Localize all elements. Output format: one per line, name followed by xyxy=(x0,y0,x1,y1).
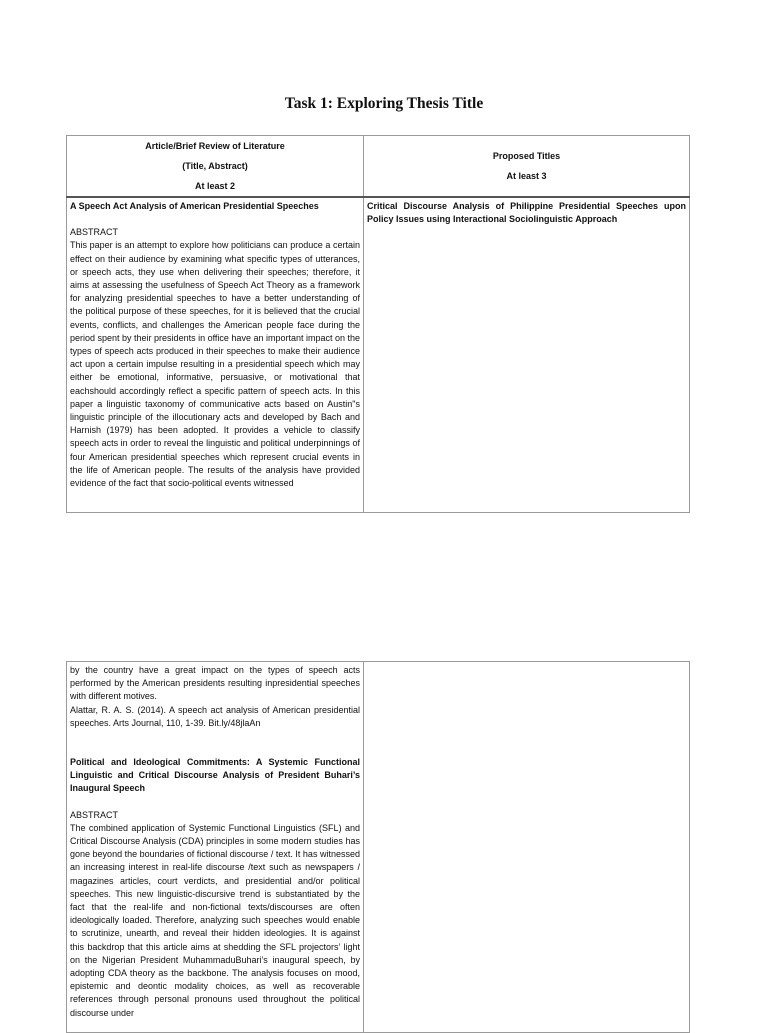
proposed-title-cell xyxy=(364,662,690,1033)
table-row xyxy=(67,197,690,513)
header-right-cell xyxy=(364,136,690,198)
literature-table-page2 xyxy=(66,661,690,1033)
proposed-title-cell xyxy=(364,197,690,513)
header-left-line: At least 2 xyxy=(194,180,236,191)
citation: Alattar, R. A. S. (2014). A speech act analysis of American presidential speeches. Arts Journal, 110, 1-39. Bit.ly/48jlaAn xyxy=(70,704,360,728)
header-right-line: Proposed Titles xyxy=(492,150,561,161)
header-right-line: At least 3 xyxy=(506,170,547,181)
article-cell xyxy=(67,197,364,513)
page-title: Task 1: Exploring Thesis Title xyxy=(284,95,484,112)
article-cell xyxy=(67,662,364,1033)
abstract-label: ABSTRACT xyxy=(70,227,119,238)
abstract-text: The combined application of Systemic Functional Linguistics (SFL) and Critical Discourse Analysis (CDA) principles in some modern studies has gone beyond the boundaries of fictional discourse / text. It has witnessed an increasing interest in real-life discourse /text such as newspapers / magazines articles, court verdicts, and presidential and/or political speeches. This new linguistic-discursive trend is substantiated by the fact that the real-life and non-fictional texts/discourses are often ideologically loaded. Therefore, analyzing such speeches would enable to scrutinize, unearth, and reveal their hidden ideologies. It is against this backdrop that this article aims at shedding the SFL projectors’ light on the Nigerian President MuhammaduBuhari’s inaugural speech, by adopting CDA theory as the backbone. The analysis focuses on mood, epistemic and deontic modality choices, as well as recoverable references through personal pronouns used throughout the political discourse under xyxy=(70,822,360,1018)
article-title: Political and Ideological Commitments: A Systemic Functional Linguistic and Critical Discourse Analysis of President Buhari’s Inaugural Speech xyxy=(70,757,360,794)
header-left-cell xyxy=(67,136,364,198)
article-title: A Speech Act Analysis of American Presidential Speeches xyxy=(70,201,319,211)
header-left-line: Article/Brief Review of Literature xyxy=(145,140,285,151)
table-header-row xyxy=(67,136,690,198)
table-row xyxy=(67,662,690,1033)
proposed-title: Critical Discourse Analysis of Philippine Presidential Speeches upon Policy Issues using Interactional Sociolinguistic Approach xyxy=(367,201,686,225)
header-left-line: (Title, Abstract) xyxy=(182,160,248,171)
abstract-label: ABSTRACT xyxy=(70,809,119,820)
literature-table-page1 xyxy=(66,135,690,513)
abstract-text-continued: by the country have a great impact on the types of speech acts performed by the American presidents resulting inpresidential speeches with different motives. xyxy=(70,665,360,702)
abstract-text: This paper is an attempt to explore how politicians can produce a certain effect on their audience by examining what specific types of utterances, or speech acts, they use when delivering their speeches; therefore, it aims at assessing the usefulness of Speech Act Theory as a framework for analyzing presidential speeches to have a better understanding of the political purpose of these speeches, for it is believed that the crucial events, conflicts, and challenges the American people face during the period spent by their presidents in office have an important impact on the types of speech acts produced in their speeches to make their audience act upon a certain impulse resulting in a presidential speech which may either be emotional, informative, persuasive, or motivational that eachshould accordingly reflect a specific pattern of speech acts. In this paper a linguistic taxonomy of communicative acts based on Austin"s linguistic principle of the illocutionary acts and developed by Bach and Harnish (1979) has been adopted. It provides a vehicle to classify speech acts in order to reveal the linguistic and political underpinnings of four American presidential speeches which represent crucial events in the life of American people. The results of the analysis have provided evidence of the fact that socio-political events witnessed xyxy=(70,240,361,489)
